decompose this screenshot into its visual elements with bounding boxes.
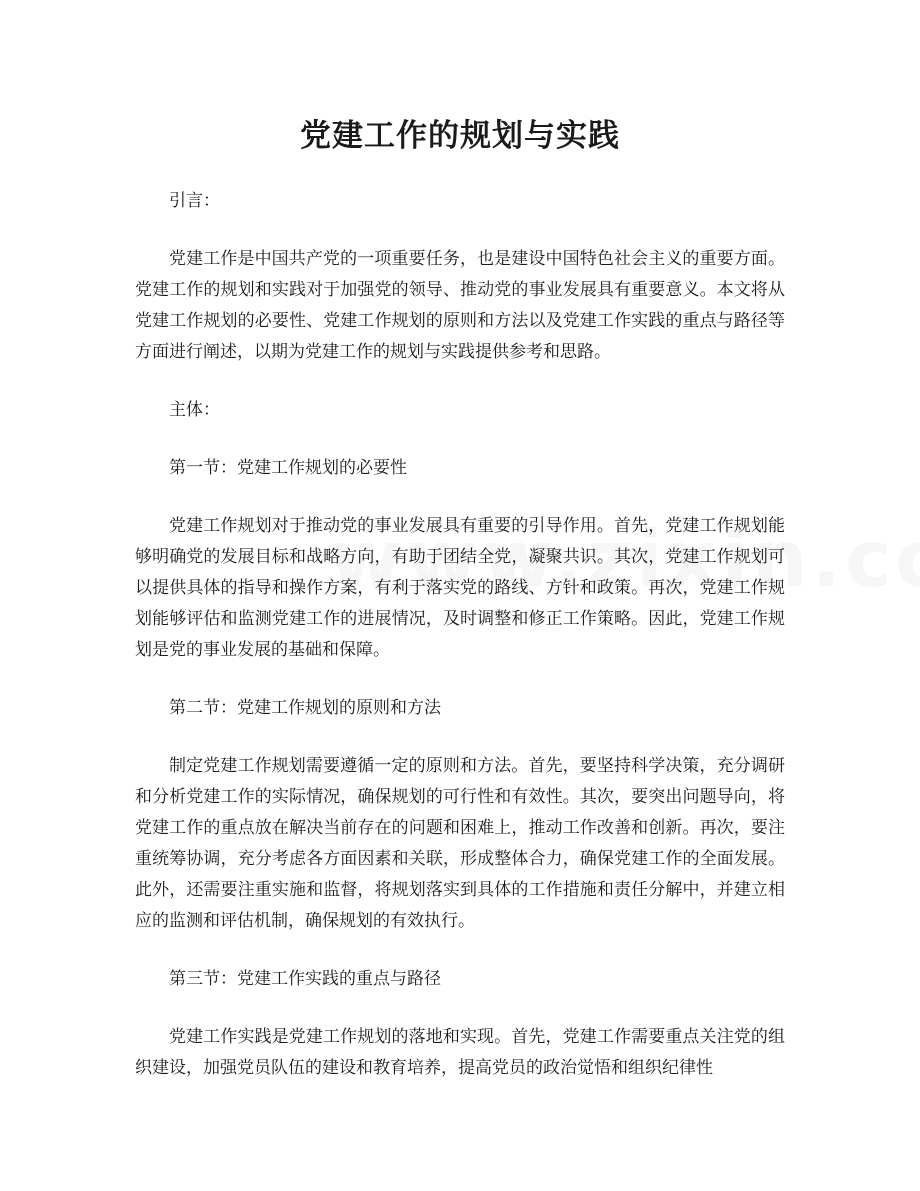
section-1-heading: 第一节：党建工作规划的必要性 xyxy=(169,458,407,478)
intro-paragraph: 党建工作是中国共产党的一项重要任务，也是建设中国特色社会主义的重要方面。党建工作的规划和实践对于加强党的领导、推动党的事业发展具有重要意义。本文将从党建工作规划的必要性、党建工作规划的原则和方法以及党建工作实践的重点与路径等方面进行阐述，以期为党建工作的规划与实践提供参考和思路。 xyxy=(135,249,785,362)
document-body xyxy=(135,186,785,1111)
section-3-paragraph: 党建工作实践是党建工作规划的落地和实现。首先，党建工作需要重点关注党的组织建设，加强党员队伍的建设和教育培养，提高党员的政治觉悟和组织纪律性 xyxy=(135,1027,785,1078)
intro-heading: 引言： xyxy=(169,191,220,211)
section-1-paragraph: 党建工作规划对于推动党的事业发展具有重要的引导作用。首先，党建工作规划能够明确党的发展目标和战略方向，有助于团结全党，凝聚共识。其次，党建工作规划可以提供具体的指导和操作方案，有利于落实党的路线、方针和政策。再次，党建工作规划能够评估和监测党建工作的进展情况，及时调整和修正工作策略。因此，党建工作规划是党的事业发展的基础和保障。 xyxy=(135,516,785,660)
page-title: 党建工作的规划与实践 xyxy=(300,118,620,154)
section-2-paragraph: 制定党建工作规划需要遵循一定的原则和方法。首先，要坚持科学决策，充分调研和分析党建工作的实际情况，确保规划的可行性和有效性。其次，要突出问题导向，将党建工作的重点放在解决当前存在的问题和困难上，推动工作改善和创新。再次，要注重统筹协调，充分考虑各方面因素和关联，形成整体合力，确保党建工作的全面发展。此外，还需要注重实施和监督，将规划落实到具体的工作措施和责任分解中，并建立相应的监测和评估机制，确保规划的有效执行。 xyxy=(135,756,785,931)
main-heading: 主体： xyxy=(169,400,220,420)
section-3-heading: 第三节：党建工作实践的重点与路径 xyxy=(169,969,441,989)
section-2-heading: 第二节：党建工作规划的原则和方法 xyxy=(169,698,441,718)
